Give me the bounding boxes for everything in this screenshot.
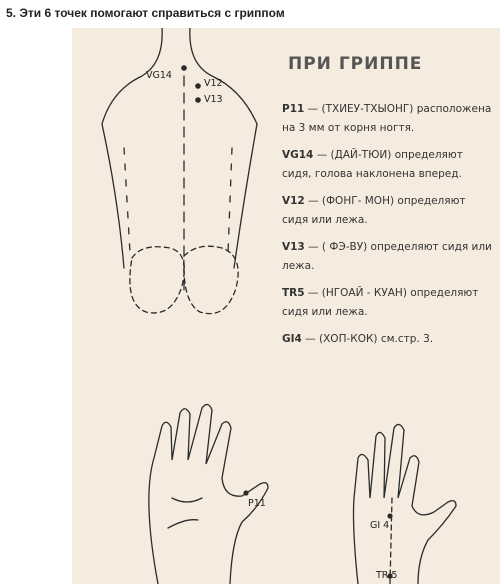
point-code: V12 <box>282 195 305 207</box>
acupressure-illustration <box>72 28 500 584</box>
point-text: — (ТХИЕУ-ТХЫОНГ) расположена на 3 мм от корня ногтя. <box>282 103 492 134</box>
point-text: — (ХОП-КОК) см.стр. 3. <box>301 333 434 345</box>
vg14-point <box>181 65 187 71</box>
v12-point <box>195 83 201 89</box>
point-code: P11 <box>282 103 305 115</box>
point-text: — ( ФЭ-ВУ) определяют сидя или лежа. <box>282 241 492 272</box>
point-code: V13 <box>282 241 305 253</box>
left-hand-outline <box>149 404 268 584</box>
point-description <box>282 238 494 276</box>
point-code: VG14 <box>282 149 314 161</box>
tr5-label: TR 5 <box>376 570 398 581</box>
point-text: — (НГОАЙ - КУАН) определяют сидя или лежа. <box>282 287 479 318</box>
v13-point <box>195 97 201 103</box>
page-heading: 5. Эти 6 точек помогают справиться с гриппом <box>6 6 285 20</box>
gi4-label: GI 4 <box>370 520 390 531</box>
point-text: — (ФОНГ- МОН) определяют сидя или лежа. <box>282 195 466 226</box>
right-hand-outline <box>354 424 457 584</box>
vg14-label: VG14 <box>146 70 172 81</box>
p11-point <box>243 490 248 495</box>
gi4-point <box>387 513 392 518</box>
left-arm-line <box>102 124 124 268</box>
left-buttock-outline <box>130 247 184 313</box>
right-back-line <box>228 148 232 253</box>
right-buttock-outline <box>184 246 238 313</box>
illustration-title: ПРИ ГРИППЕ <box>288 54 423 74</box>
v13-label: V13 <box>204 94 223 105</box>
point-description <box>282 100 494 138</box>
point-description <box>282 192 494 230</box>
right-shoulder-line <box>190 28 257 124</box>
point-text: — (ДАЙ-ТЮИ) определяют сидя, голова наклонена вперед. <box>282 149 463 180</box>
v12-label: V12 <box>204 78 223 89</box>
left-back-line <box>124 148 130 253</box>
point-description <box>282 330 494 349</box>
point-description <box>282 284 494 322</box>
point-descriptions <box>282 100 494 357</box>
point-code: TR5 <box>282 287 305 299</box>
point-description <box>282 146 494 184</box>
left-palm-crease <box>172 498 202 502</box>
p11-label: P11 <box>248 498 266 509</box>
point-code: GI4 <box>282 333 302 345</box>
right-arm-line <box>234 124 257 268</box>
left-palm-crease-2 <box>168 520 198 528</box>
